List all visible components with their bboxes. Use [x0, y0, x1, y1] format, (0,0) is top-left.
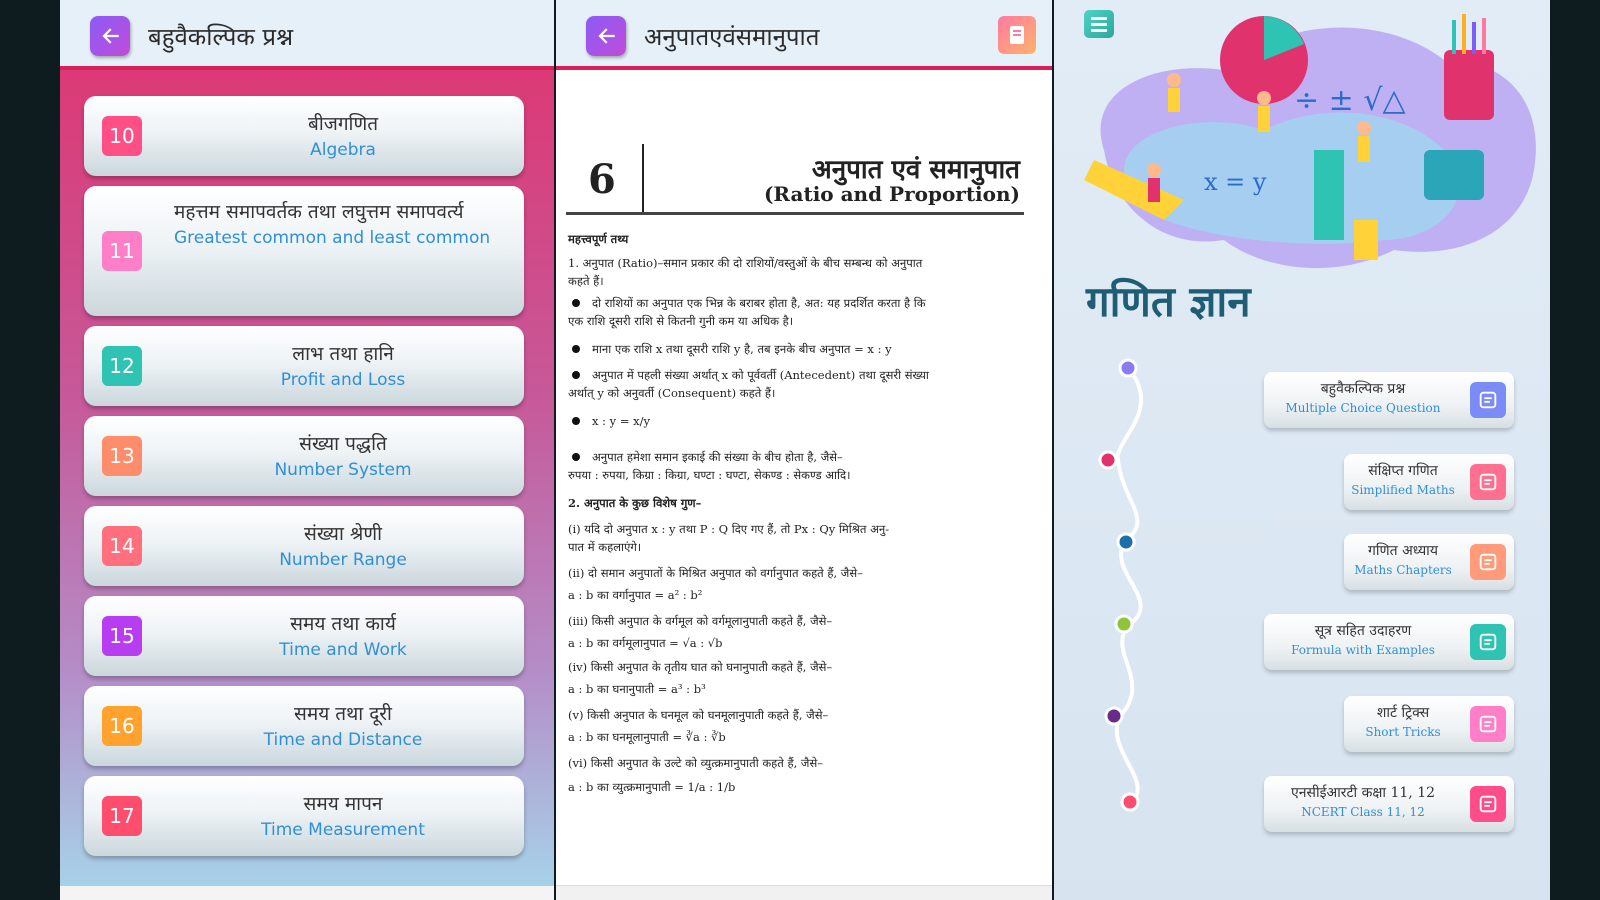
chapter-list — [84, 96, 524, 866]
arrow-left-icon — [97, 23, 123, 49]
chapter-title-hindi: अनुपात एवं समानुपात — [811, 155, 1020, 185]
app-title: गणित ज्ञान — [1086, 277, 1251, 326]
chapter-number-badge: 16 — [102, 706, 142, 746]
chapter-title-hindi: समय मापन — [303, 793, 383, 815]
chapter-title-english: Algebra — [310, 140, 376, 160]
document-line: (ii) दो समान अनुपातों के मिश्रित अनुपात को वर्गानुपात कहते हैं, जैसे– — [568, 566, 863, 580]
timeline-dot — [1120, 360, 1136, 376]
page-title: बहुवैकल्पिक प्रश्न — [148, 23, 294, 51]
document-line: (iv) किसी अनुपात के तृतीय घात को घनानुपाती कहते हैं, जैसे– — [568, 660, 833, 674]
back-button[interactable] — [90, 16, 130, 56]
menu-item-label-hindi: संक्षिप्त गणित — [1368, 463, 1438, 479]
timeline-dot — [1118, 534, 1134, 550]
document-line: माना एक राशि x तथा दूसरी राशि y है, तब इनके बीच अनुपात = x : y — [592, 342, 892, 356]
menu-item-label-hindi: एनसीईआरटी कक्षा 11, 12 — [1290, 785, 1436, 801]
document-line: (vi) किसी अनुपात के उल्टे को व्युत्क्रमानुपाती कहते हैं, जैसे– — [568, 756, 823, 770]
bullet-icon — [572, 299, 580, 307]
page-title: अनुपातएवंसमानुपात — [644, 23, 820, 51]
chapter-title-hindi: समय तथा दूरी — [294, 703, 392, 725]
chapter-title-english: Time and Work — [279, 640, 407, 660]
back-button[interactable] — [586, 16, 626, 56]
tricks-icon — [1470, 706, 1506, 742]
document-line: 2. अनुपात के कुछ विशेष गुण– — [568, 496, 702, 510]
menu-item-label-english: NCERT Class 11, 12 — [1301, 805, 1425, 819]
chapter-title-english: Number Range — [279, 550, 407, 570]
ad-banner — [60, 886, 554, 900]
document-line: दो राशियों का अनुपात एक भिन्न के बराबर होता है, अत: यह प्रदर्शित करता है कि — [592, 296, 926, 310]
chapter-list-item[interactable] — [84, 96, 524, 176]
menu-item-label-english: Maths Chapters — [1354, 563, 1452, 577]
menu-item-chapters[interactable] — [1344, 534, 1514, 590]
menu-button[interactable] — [1084, 10, 1114, 38]
menu-item-label-english: Simplified Maths — [1351, 483, 1455, 497]
menu-item-label-english: Short Tricks — [1365, 725, 1441, 739]
menu-item-label-english: Formula with Examples — [1291, 643, 1435, 657]
chapter-number-badge: 12 — [102, 346, 142, 386]
formula-icon — [1470, 624, 1506, 660]
chapter-title-english: Greatest common and least common — [174, 228, 491, 248]
document-line: महत्त्वपूर्ण तथ्य — [568, 232, 629, 246]
svg-text:÷ ± √△: ÷ ± √△ — [1294, 83, 1406, 118]
document-line: अनुपात में पहली संख्या अर्थात् x को पूर्ववर्ती (Antecedent) तथा दूसरी संख्या — [592, 368, 929, 382]
document-line: 1. अनुपात (Ratio)–समान प्रकार की दो राशियों/वस्तुओं के बीच सम्बन्ध को अनुपात — [568, 256, 923, 270]
chapter-number-badge: 15 — [102, 616, 142, 656]
chapter-number-badge: 13 — [102, 436, 142, 476]
app-bar — [556, 0, 1052, 70]
document-line: a : b का वर्गानुपात = a² : b² — [568, 588, 703, 602]
chapter-list-item[interactable] — [84, 596, 524, 676]
chapters-icon — [1470, 544, 1506, 580]
bullet-icon — [572, 345, 580, 353]
timeline-dot — [1116, 616, 1132, 632]
chapter-title-english: (Ratio and Proportion) — [763, 182, 1020, 206]
document-line: a : b का घनानुपाती = a³ : b³ — [568, 682, 706, 696]
svg-text:x = y: x = y — [1204, 168, 1267, 196]
document-line: अनुपात हमेशा समान इकाई की संख्या के बीच होता है, जैसे– — [592, 450, 843, 464]
document-line: (iii) किसी अनुपात के वर्गमूल को वर्गमूलानुपाती कहते हैं, जैसे– — [568, 614, 833, 628]
calculator-icon — [1470, 464, 1506, 500]
home-panel — [1054, 0, 1550, 900]
book-icon — [1005, 23, 1029, 47]
menu-item-label-hindi: सूत्र सहित उदाहरण — [1314, 623, 1412, 639]
chapter-list-item[interactable] — [84, 416, 524, 496]
chapter-title-hindi: बीजगणित — [307, 113, 379, 135]
bullet-icon — [572, 453, 580, 461]
chapter-number-badge: 11 — [102, 231, 142, 271]
menu-item-quiz[interactable] — [1264, 372, 1514, 428]
document-line: a : b का घनमूलानुपाती = ∛a : ∛b — [568, 730, 726, 744]
document-line: a : b का व्युत्क्रमानुपाती = 1/a : 1/b — [568, 780, 736, 794]
chapter-title-hindi: संख्या श्रेणी — [303, 523, 383, 545]
chapter-title-english: Number System — [274, 460, 412, 480]
chapter-list-item[interactable] — [84, 776, 524, 856]
quiz-icon — [1470, 382, 1506, 418]
menu-item-label-hindi: शार्ट ट्रिक्स — [1376, 705, 1430, 721]
document-line: (v) किसी अनुपात के घनमूल को घनमूलानुपाती कहते हैं, जैसे– — [568, 708, 829, 722]
chapter-panel — [556, 0, 1052, 900]
book-icon — [1470, 786, 1506, 822]
bookmark-button[interactable] — [998, 16, 1036, 54]
menu-item-formula[interactable] — [1264, 614, 1514, 670]
chapter-list-item[interactable] — [84, 326, 524, 406]
document-page — [566, 80, 1026, 900]
bullet-icon — [572, 371, 580, 379]
ad-banner — [556, 885, 1052, 900]
chapter-title-english: Time and Distance — [263, 730, 423, 750]
timeline-dot — [1106, 708, 1122, 724]
chapter-title-hindi: समय तथा कार्य — [290, 613, 396, 635]
menu-item-label-hindi: गणित अध्याय — [1368, 543, 1438, 559]
divider — [642, 144, 644, 212]
chapter-list-item[interactable] — [84, 506, 524, 586]
chapter-title-english: Profit and Loss — [280, 370, 406, 390]
document-line: x : y = x/y — [592, 414, 650, 428]
divider — [566, 212, 1024, 215]
menu-item-tricks[interactable] — [1344, 696, 1514, 752]
document-line: एक राशि दूसरी राशि से कितनी गुनी कम या अधिक है। — [568, 314, 794, 328]
mcq-panel — [60, 0, 554, 900]
hero-illustration — [1064, 0, 1544, 280]
menu-item-label-hindi: बहुवैकल्पिक प्रश्न — [1320, 381, 1406, 397]
chapter-title-hindi: महत्तम समापवर्तक तथा लघुत्तम समापवर्त्य — [174, 201, 464, 223]
chapter-list-item[interactable] — [84, 686, 524, 766]
timeline-decoration — [1094, 350, 1204, 830]
timeline-dot — [1100, 452, 1116, 468]
chapter-list-item[interactable] — [84, 186, 524, 316]
document-line: a : b का वर्गमूलानुपात = √a : √b — [568, 636, 723, 650]
menu-item-label-english: Multiple Choice Question — [1285, 401, 1441, 415]
document-line: पात में कहलाएंगे। — [568, 540, 642, 554]
menu-item-book[interactable] — [1264, 776, 1514, 832]
document-line: रुपया : रुपया, किग्रा : किग्रा, घण्टा : घण्टा, सेकण्ड : सेकण्ड आदि। — [568, 468, 851, 482]
document-line: अर्थात् y को अनुवर्ती (Consequent) कहते हैं। — [568, 386, 776, 400]
chapter-title-english: Time Measurement — [261, 820, 425, 840]
chapter-title-hindi: संख्या पद्धति — [299, 433, 387, 455]
screen-edge — [1550, 0, 1600, 900]
app-bar — [60, 0, 554, 70]
menu-item-calculator[interactable] — [1344, 454, 1514, 510]
chapter-title-hindi: लाभ तथा हानि — [292, 343, 394, 365]
chapter-number: 6 — [588, 156, 616, 203]
document-line: (i) यदि दो अनुपात x : y तथा P : Q दिए गए हैं, तो Px : Qy मिश्रित अनु- — [568, 522, 890, 536]
chapter-number-badge: 14 — [102, 526, 142, 566]
chapter-number-badge: 17 — [102, 796, 142, 836]
document-line: कहते हैं। — [568, 274, 604, 288]
chapter-number-badge: 10 — [102, 116, 142, 156]
timeline-dot — [1122, 794, 1138, 810]
bullet-icon — [572, 417, 580, 425]
arrow-left-icon — [593, 23, 619, 49]
